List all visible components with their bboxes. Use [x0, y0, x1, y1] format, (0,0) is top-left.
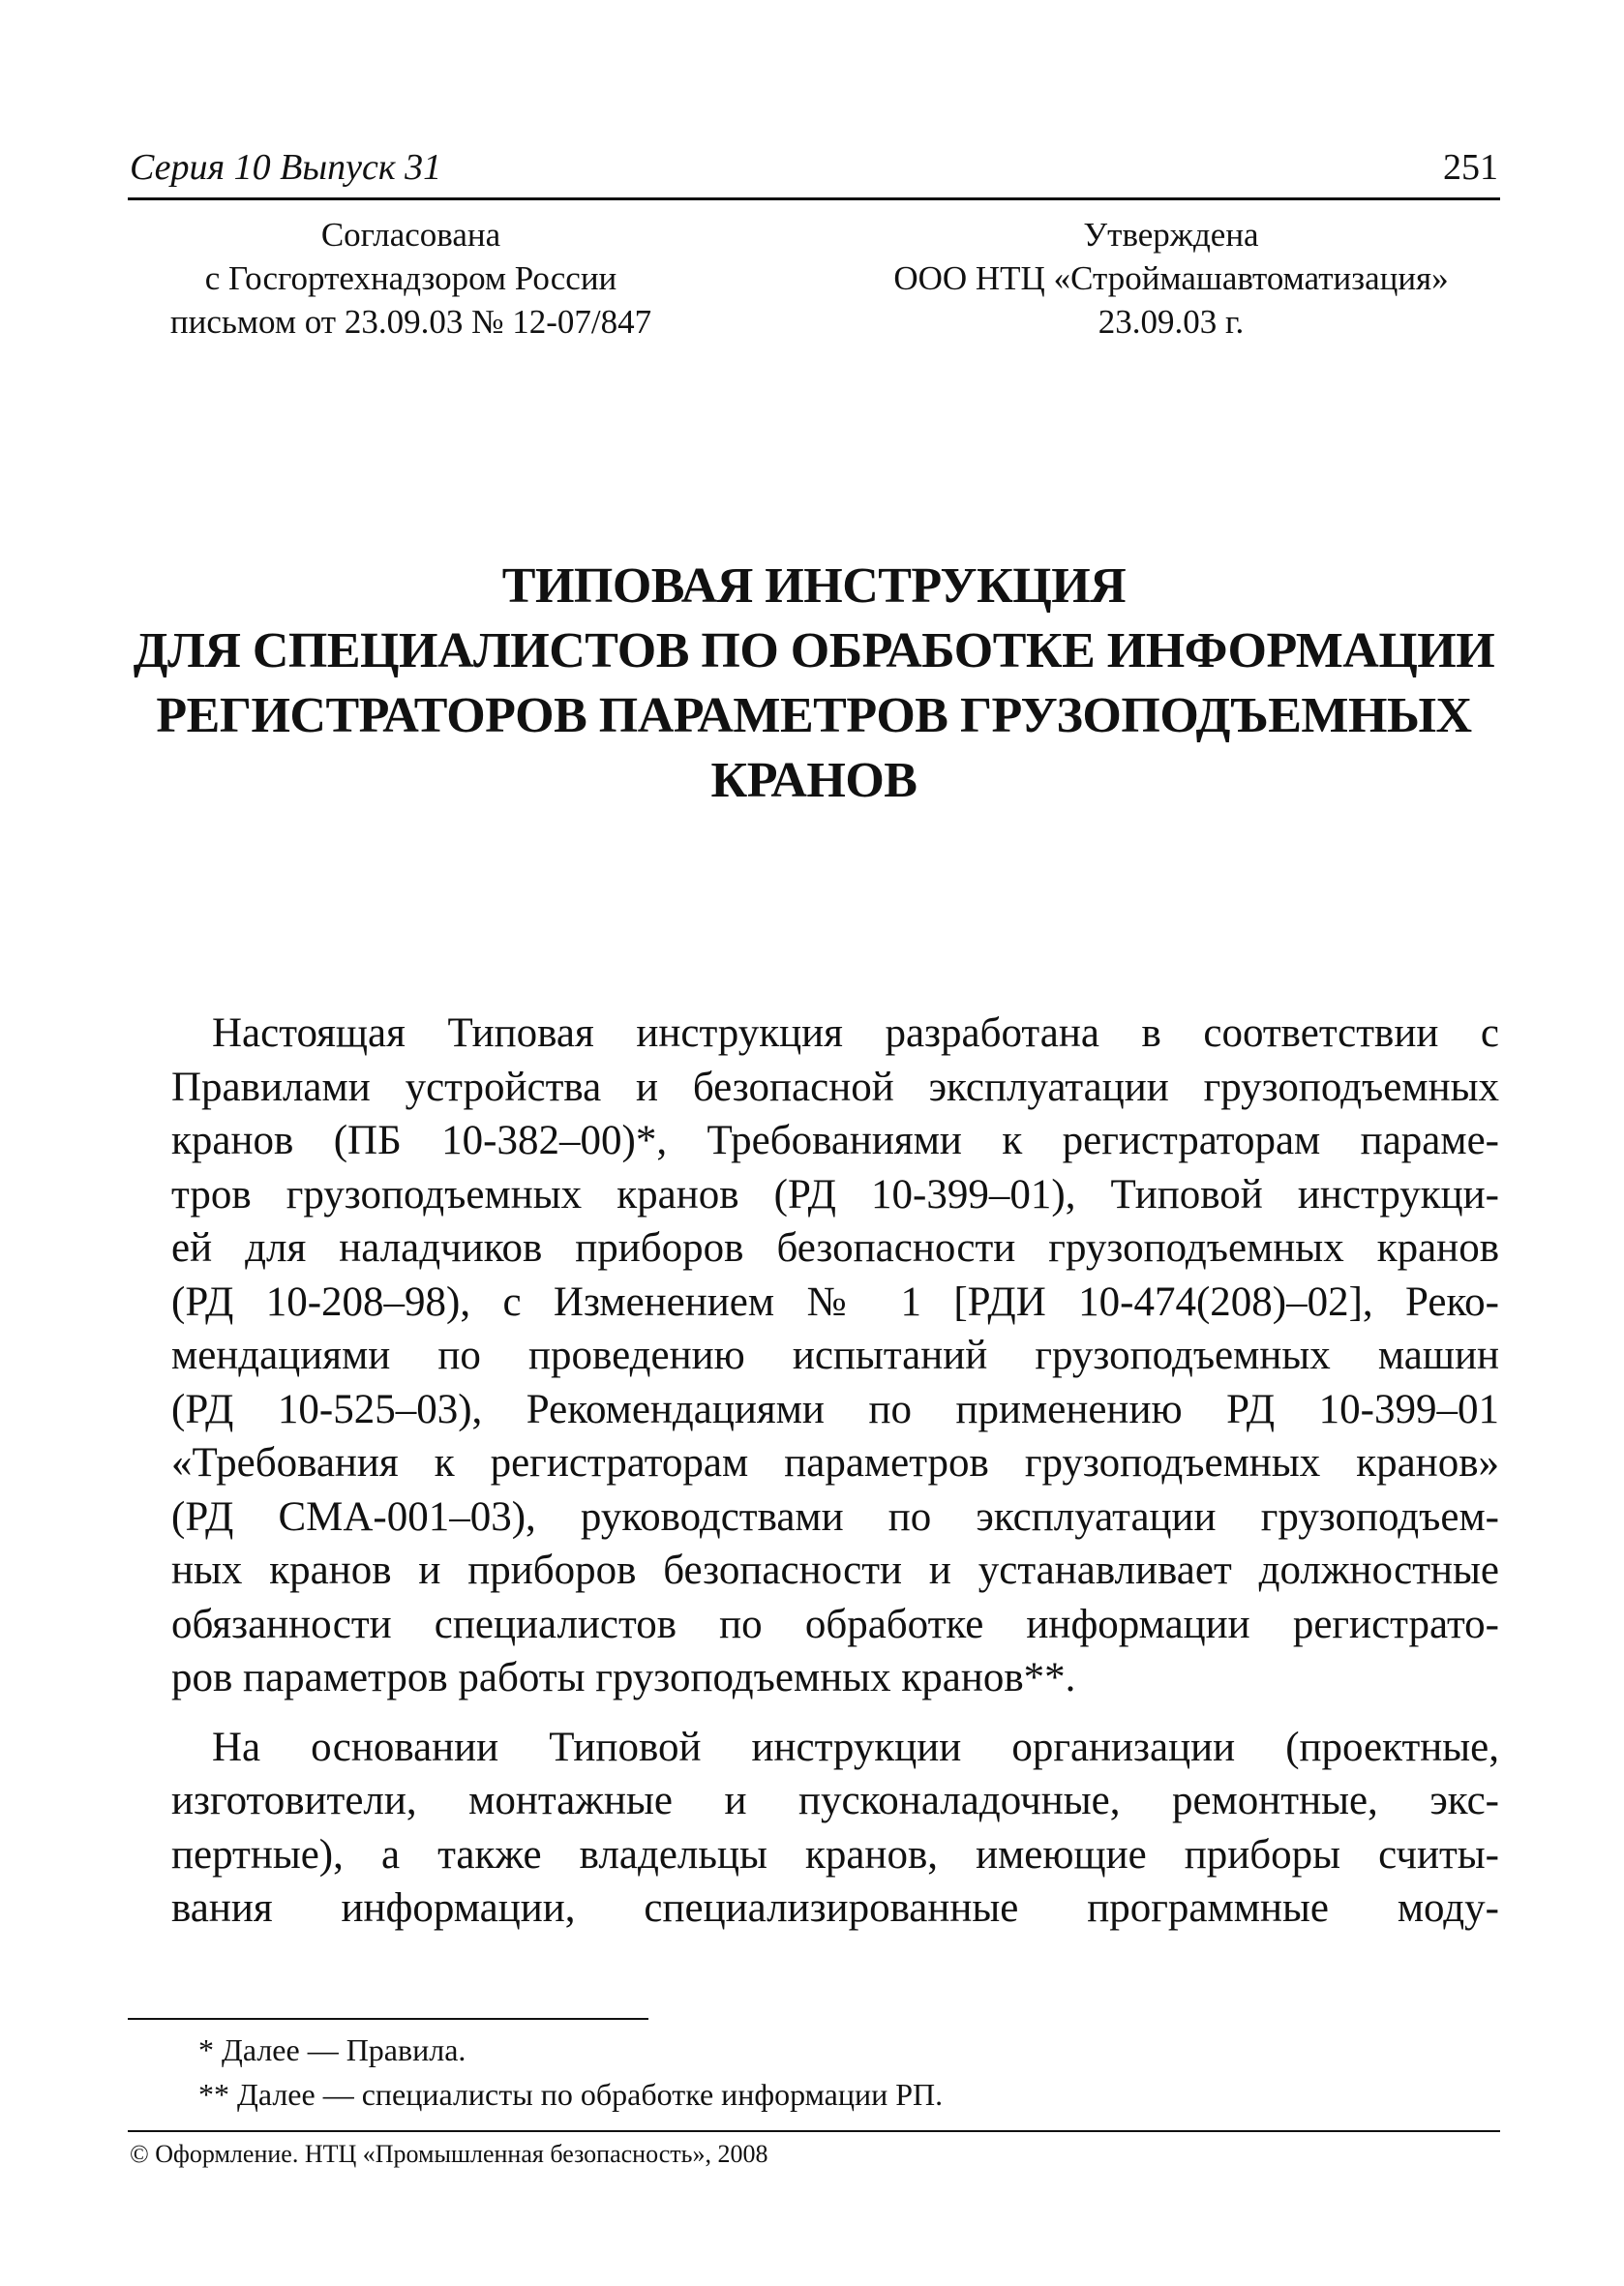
paragraph-intro [171, 1007, 1499, 1705]
body-line: (РД СМА-001–03), руководствами по эксплуатации грузоподъем- [171, 1493, 1499, 1540]
approval-agreed-block [128, 213, 694, 344]
approval-agreed-line: Согласована [320, 216, 501, 254]
copyright-divider [128, 2130, 1500, 2132]
title-line: ДЛЯ СПЕЦИАЛИСТОВ ПО ОБРАБОТКЕ ИНФОРМАЦИИ [133, 623, 1495, 678]
footnote: ** Далее — специалисты по обработке информации РП. [198, 2077, 944, 2112]
body-line: вания информации, специализированные программные моду- [171, 1885, 1499, 1931]
body-line: мендациями по проведению испытаний грузоподъемных машин [171, 1333, 1499, 1378]
body-line: (РД 10-208–98), с Изменением № 1 [РДИ 10-474(208)–02], Реко- [171, 1278, 1499, 1325]
page-number: 251 [1443, 147, 1498, 188]
document-title [128, 554, 1500, 813]
copyright-notice: © Оформление. НТЦ «Промышленная безопасность», 2008 [130, 2140, 768, 2168]
body-line: пертные), а также владельцы кранов, имеющие приборы считы- [171, 1831, 1499, 1878]
body-line: Правилами устройства и безопасной эксплуатации грузоподъемных [171, 1064, 1499, 1110]
body-line: тров грузоподъемных кранов (РД 10-399–01), Типовой инструкци- [171, 1171, 1499, 1218]
body-line: кранов (ПБ 10-382–00)*, Требованиями к регистраторам параме- [171, 1118, 1499, 1163]
approval-approved-line: ООО НТЦ «Строймашавтоматизация» [893, 259, 1449, 297]
body-line: Настоящая Типовая инструкция разработана в соответствии с [212, 1010, 1499, 1056]
body-line: обязанности специалистов по обработке информации регистрато- [171, 1601, 1499, 1647]
title-line: РЕГИСТРАТОРОВ ПАРАМЕТРОВ ГРУЗОПОДЪЕМНЫХ [156, 688, 1472, 743]
running-header [128, 141, 1500, 200]
body-line: изготовители, монтажные и пусконаладочные, ремонтные, экс- [171, 1778, 1499, 1823]
body-line: ных кранов и приборов безопасности и устанавливает должностные [171, 1548, 1499, 1593]
paragraph-basis [171, 1721, 1499, 1936]
series-label: Серия 10 Выпуск 31 [130, 147, 442, 188]
body-line: ров параметров работы грузоподъемных кранов**. [171, 1655, 1076, 1700]
approval-approved-line: Утверждена [1083, 216, 1259, 254]
approval-approved-block [852, 213, 1490, 344]
approval-agreed-line: с Госгортехнадзором России [204, 259, 617, 297]
body-line: (РД 10-525–03), Рекомендациями по применению РД 10-399–01 [171, 1386, 1499, 1432]
body-line: «Требования к регистраторам параметров грузоподъемных кранов» [171, 1440, 1499, 1486]
footnote: * Далее — Правила. [198, 2032, 466, 2067]
paragraph-gap [171, 1705, 1499, 1721]
body-text [171, 1007, 1499, 1936]
approval-approved-line: 23.09.03 г. [1098, 303, 1245, 341]
footnotes [198, 2028, 943, 2117]
title-line: КРАНОВ [710, 753, 917, 808]
title-line: ТИПОВАЯ ИНСТРУКЦИЯ [501, 558, 1127, 614]
body-line: ей для наладчиков приборов безопасности грузоподъемных кранов [171, 1225, 1499, 1271]
body-line: На основании Типовой инструкции организации (проектные, [212, 1724, 1499, 1770]
approval-agreed-line: письмом от 23.09.03 № 12-07/847 [169, 303, 652, 341]
footnote-divider [128, 2018, 648, 2020]
